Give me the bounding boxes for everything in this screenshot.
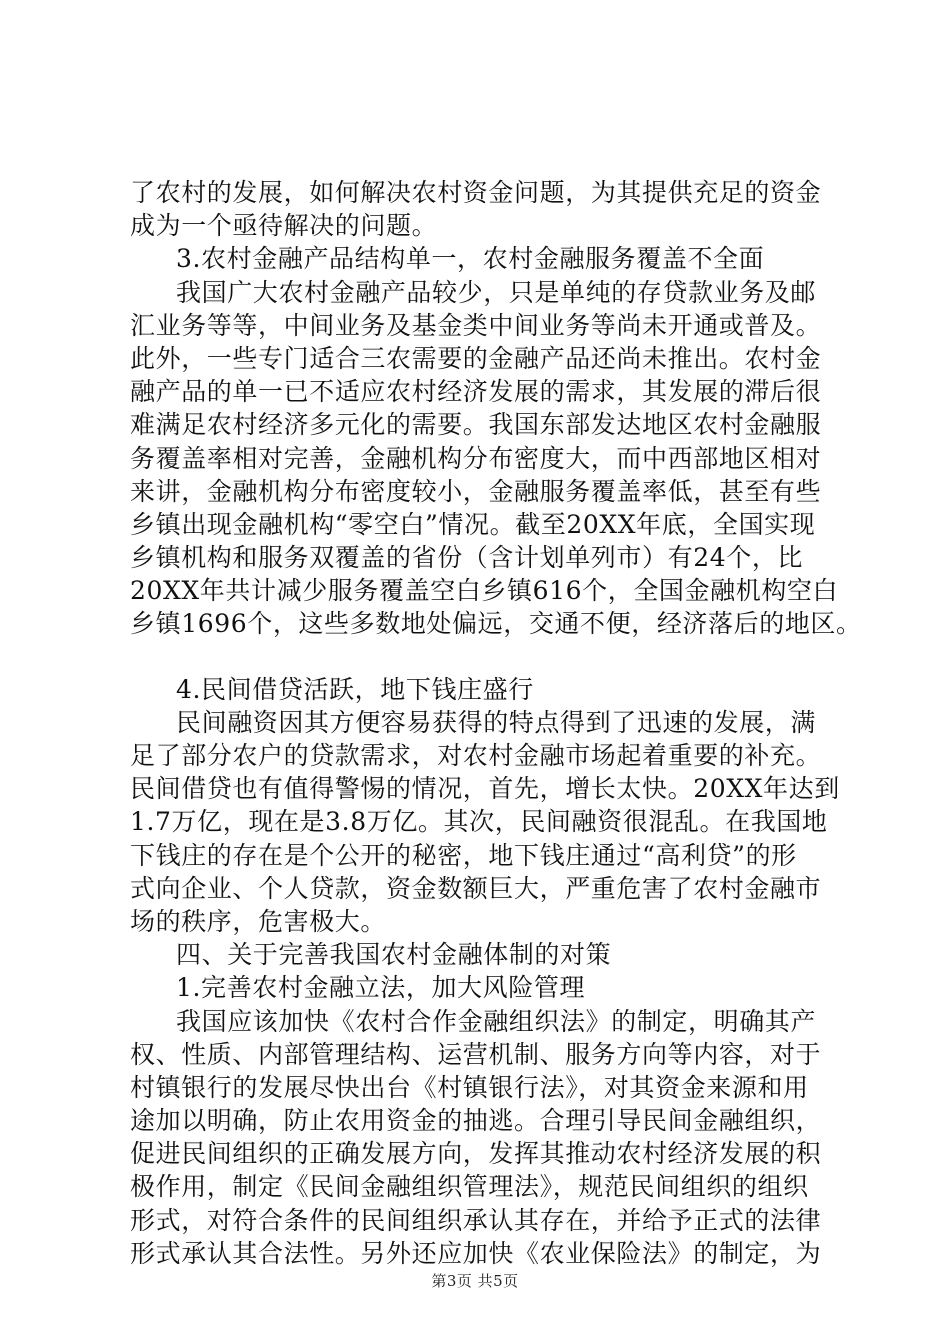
text-line: 民间融资因其方便容易获得的特点得到了迅速的发展，满 bbox=[176, 707, 817, 737]
page-number-label: 第3页 共5页 bbox=[431, 1272, 519, 1290]
text-line: 来讲，金融机构分布密度较小，金融服务覆盖率低，甚至有些 bbox=[130, 476, 822, 506]
text-line: 村镇银行的发展尽快出台《村镇银行法》，对其资金来源和用 bbox=[130, 1072, 809, 1102]
text-line: 乡镇出现金融机构“零空白”情况。截至20XX年底，全国实现 bbox=[130, 509, 816, 539]
text-line: 融产品的单一已不适应农村经济发展的需求，其发展的滞后很 bbox=[130, 377, 822, 407]
text-line: 形式承认其合法性。另外还应加快《农业保险法》的制定，为 bbox=[130, 1238, 822, 1268]
section-heading: 3.农村金融产品结构单一，农村金融服务覆盖不全面 bbox=[176, 244, 765, 274]
text-line: 成为一个亟待解决的问题。 bbox=[130, 211, 438, 241]
text-line: 权、性质、内部管理结构、运营机制、服务方向等内容，对于 bbox=[130, 1039, 822, 1069]
text-line: 促进民间组织的正确发展方向，发挥其推动农村经济发展的积 bbox=[130, 1139, 822, 1169]
text-line: 此外，一些专门适合三农需要的金融产品还尚未推出。农村金 bbox=[130, 343, 822, 373]
text-line: 了农村的发展，如何解决农村资金问题，为其提供充足的资金 bbox=[130, 178, 822, 207]
text-line: 场的秩序，危害极大。 bbox=[130, 906, 387, 936]
section-heading: 4.民间借贷活跃，地下钱庄盛行 bbox=[176, 674, 534, 704]
text-line: 乡镇1696个，这些多数地处偏远，交通不便，经济落后的地区。 bbox=[130, 609, 862, 639]
section-heading: 四、关于完善我国农村金融体制的对策 bbox=[176, 940, 612, 970]
text-line: 20XX年共计减少服务覆盖空白乡镇616个，全国金融机构空白 bbox=[130, 576, 839, 606]
text-line: 民间借贷也有值得警惕的情况，首先，增长太快。20XX年达到 bbox=[130, 774, 840, 804]
text-line: 务覆盖率相对完善，金融机构分布密度大，而中西部地区相对 bbox=[130, 443, 822, 473]
text-line: 式向企业、个人贷款，资金数额巨大，严重危害了农村金融市 bbox=[130, 873, 822, 903]
text-line: 乡镇机构和服务双覆盖的省份（含计划单列市）有24个，比 bbox=[130, 543, 804, 573]
text-line: 1.7万亿，现在是3.8万亿。其次，民间融资很混乱。在我国地 bbox=[130, 807, 828, 837]
text-line: 我国应该加快《农村合作金融组织法》的制定，明确其产 bbox=[176, 1006, 817, 1036]
text-line: 汇业务等等，中间业务及基金类中间业务等尚未开通或普及。 bbox=[130, 310, 822, 340]
body-text bbox=[130, 176, 862, 1270]
text-line: 极作用，制定《民间金融组织管理法》，规范民间组织的组织 bbox=[130, 1172, 809, 1202]
section-heading: 1.完善农村金融立法，加大风险管理 bbox=[176, 973, 586, 1003]
paragraph-gap bbox=[130, 641, 840, 673]
text-line: 难满足农村经济多元化的需要。我国东部发达地区农村金融服 bbox=[130, 410, 822, 440]
text-line: 形式，对符合条件的民间组织承认其存在，并给予正式的法律 bbox=[130, 1205, 822, 1235]
text-line: 下钱庄的存在是个公开的秘密，地下钱庄通过“高利贷”的形 bbox=[130, 840, 797, 870]
page-footer bbox=[0, 1270, 950, 1291]
text-line: 足了部分农户的贷款需求，对农村金融市场起着重要的补充。 bbox=[130, 741, 822, 770]
text-line: 途加以明确，防止农用资金的抽逃。合理引导民间金融组织， bbox=[130, 1106, 822, 1136]
text-line: 我国广大农村金融产品较少，只是单纯的存贷款业务及邮 bbox=[176, 277, 817, 307]
